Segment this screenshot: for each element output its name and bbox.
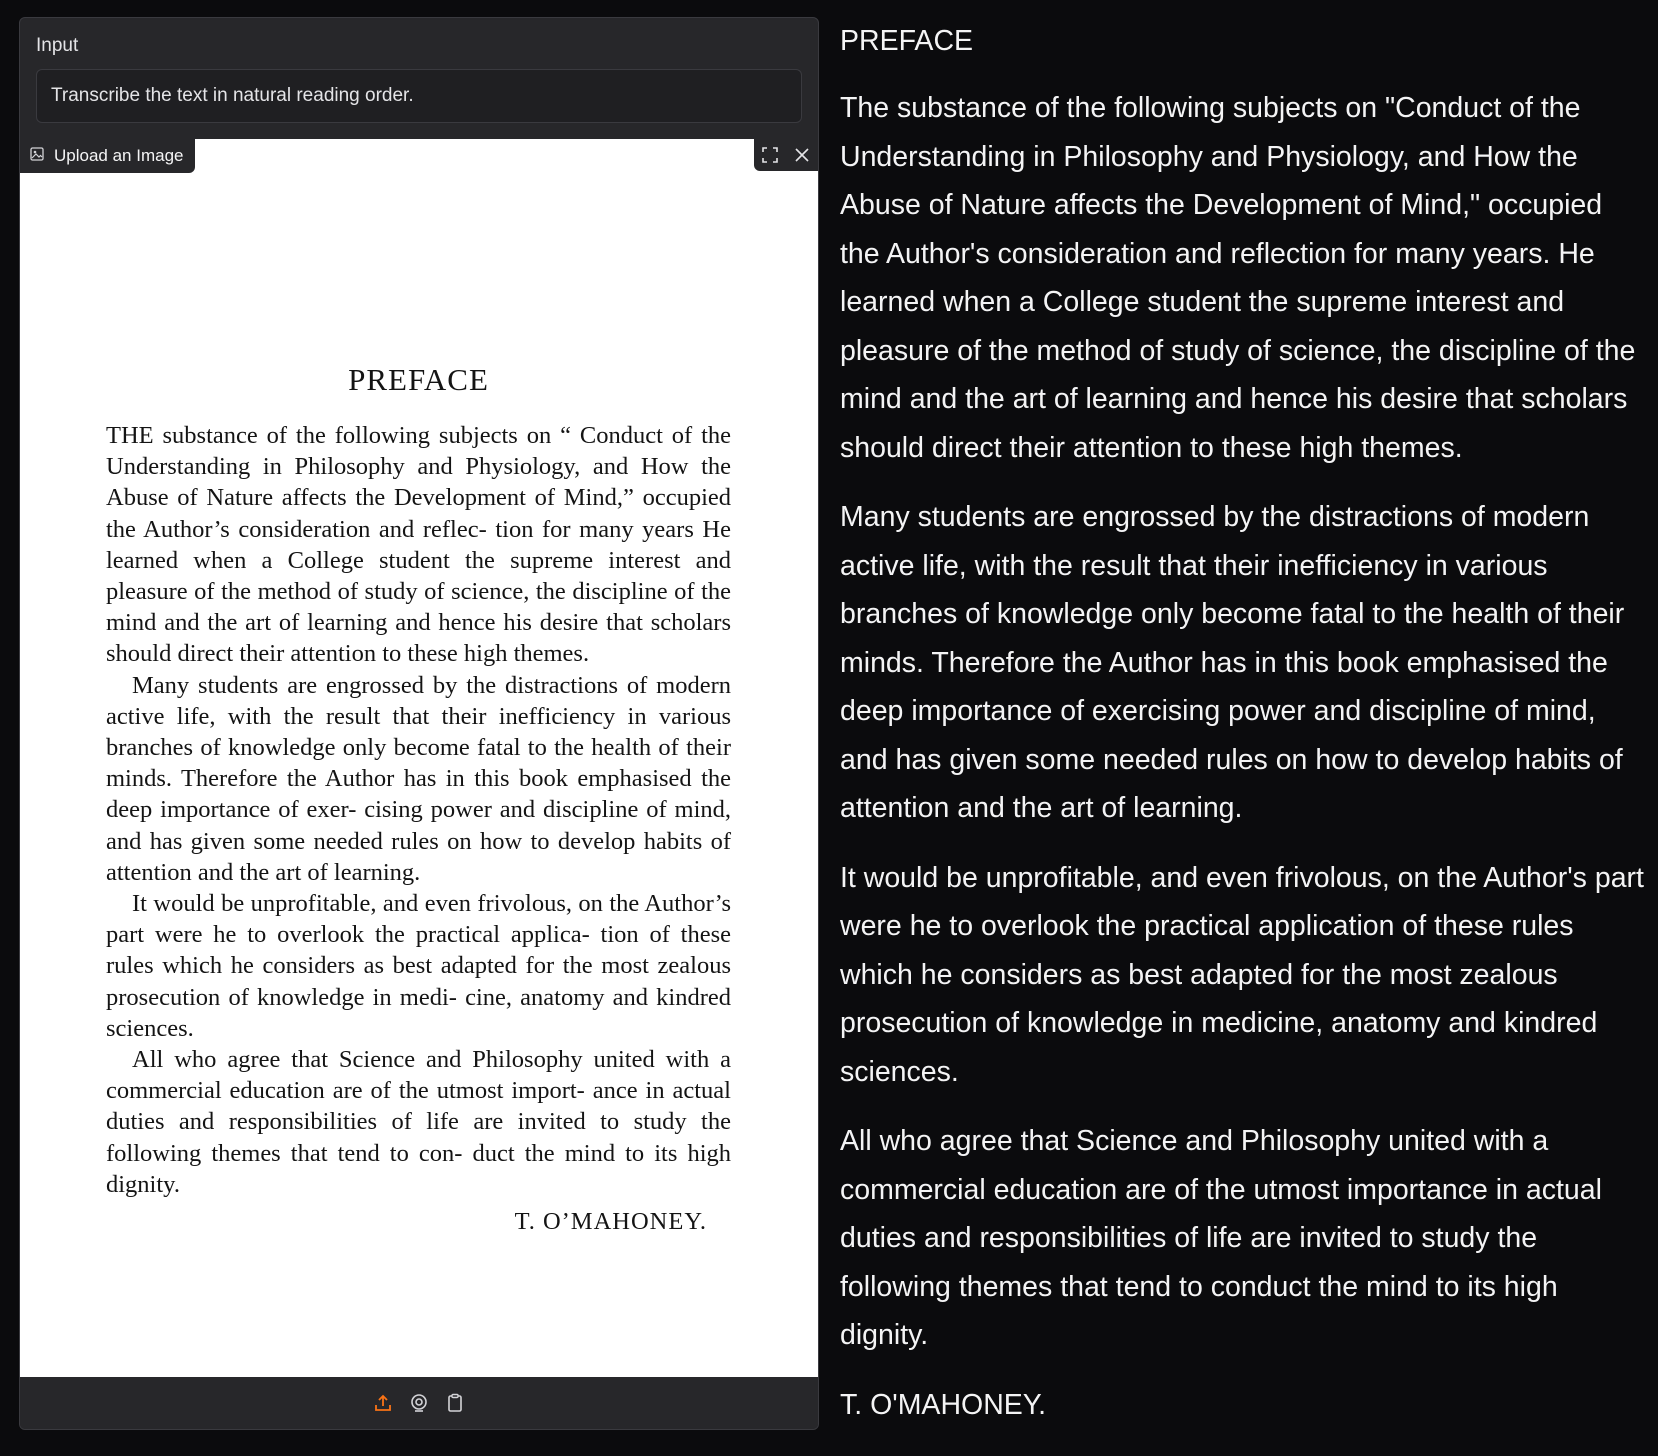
output-paragraph: All who agree that Science and Philosophy united with a commercial education are of the utmost importance in actual duties and responsibilities of life are invited to study the following themes that tend to conduct the mind to its high dignity. [840, 1125, 1602, 1351]
image-tools [754, 139, 818, 171]
transcription-output [840, 20, 1645, 1429]
webcam-icon[interactable] [408, 1392, 430, 1414]
upload-image-tab[interactable] [20, 139, 195, 173]
upload-icon[interactable] [372, 1392, 394, 1414]
scan-paragraph: All who agree that Science and Philosophy united with a commercial education are of the utmost import- ance in actual duties and responsibilities of life are invited to study the following themes that tend to con- duct the mind to its high dignity. [106, 1046, 731, 1198]
scan-paragraph: Many students are engrossed by the distractions of modern active life, with the result that their inefficiency in various branches of knowledge only become fatal to the health of their minds. Therefore the Author has in this book emphasised the deep importance of exer- cising power and discipline of mind, and has given some needed rules on how to develop habits of attention and the art of learning. [106, 671, 731, 886]
output-title: PREFACE [840, 25, 974, 57]
image-preview[interactable] [20, 139, 818, 1377]
output-signature: T. O'MAHONEY. [840, 1388, 1047, 1421]
scan-paragraph: It would be unprofitable, and even frivolous, on the Author’s part were he to overlook the practical applica- tion of these rules which he considers as best adapted for the most zealous prosecution of knowledge in medi- cine, anatomy and kindred sciences. [106, 890, 731, 1042]
input-label: Input [36, 35, 79, 56]
input-panel [19, 17, 819, 1430]
close-icon[interactable] [786, 139, 818, 171]
output-paragraph: Many students are engrossed by the distractions of modern active life, with the result that their inefficiency in various branches of knowledge only become fatal to the health of their minds. Therefore the Author has in this book emphasised the deep importance of exercising power and discipline of mind, and has given some needed rules on how to develop habits of attention and the art of learning. [840, 501, 1625, 824]
fullscreen-icon[interactable] [754, 139, 786, 171]
scan-paragraph: THE substance of the following subjects on “ Conduct of the Understanding in Philosophy and Physiology, and How the Abuse of Nature affects the Development of Mind,” occupied the Author’s consideration and reflec- tion for many years He learned when a College student the supreme interest and pleasure of the method of study of science, the discipline of the mind and the art of learning and hence his desire that scholars should direct their attention to these high themes. [106, 422, 731, 668]
output-paragraph: The substance of the following subjects on "Conduct of the Understanding in Philosophy and Physiology, and How the Abuse of Nature affects the Development of Mind," occupied the Author's consideration and reflection for many years. He learned when a College student the supreme interest and pleasure of the method of study of science, the discipline of the mind and the art of learning and hence his desire that scholars should direct their attention to these high themes. [840, 92, 1636, 464]
scanned-page [106, 362, 731, 1237]
upload-tab-label: Upload an Image [54, 146, 184, 165]
image-source-bar [20, 1377, 818, 1429]
prompt-input[interactable]: Transcribe the text in natural reading order. [36, 69, 802, 123]
output-paragraph: It would be unprofitable, and even frivolous, on the Author's part were he to overlook the practical application of these rules which he considers as best adapted for the most zealous prosecution of knowledge in medicine, anatomy and kindred sciences. [840, 861, 1644, 1088]
clipboard-icon[interactable] [444, 1392, 466, 1414]
image-icon [30, 139, 44, 173]
scan-signature: T. O’MAHONEY. [514, 1208, 707, 1236]
scan-title: PREFACE [348, 362, 489, 397]
